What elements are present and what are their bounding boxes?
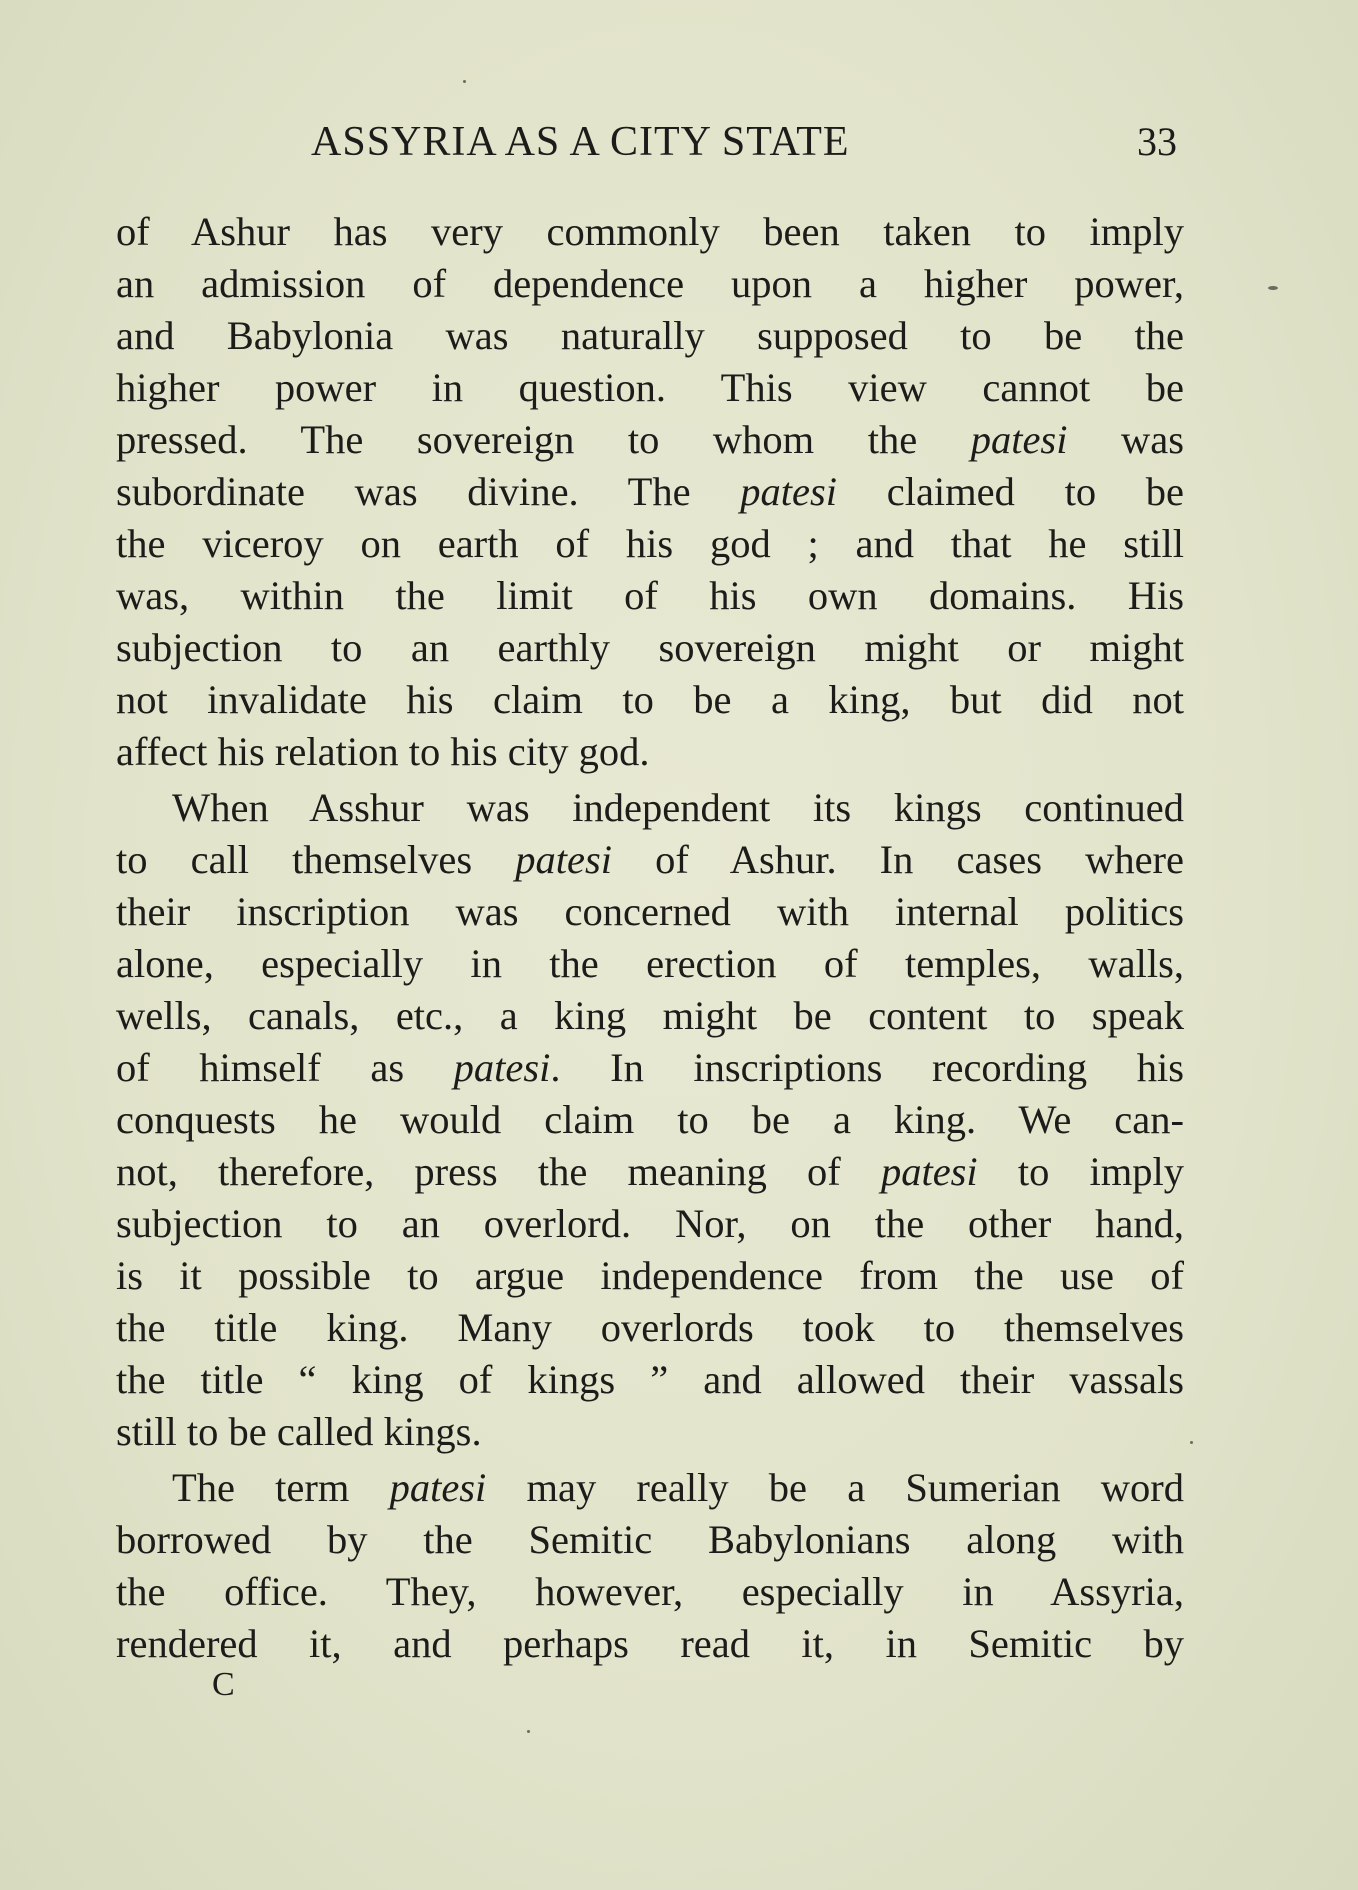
text-segment: borrowed by the Semitic Babylonians along with <box>116 1517 1184 1562</box>
italic-term: patesi <box>453 1045 551 1090</box>
text-segment: claimed to be <box>837 469 1184 514</box>
text-line <box>116 570 1184 622</box>
text-segment: was <box>1067 417 1184 462</box>
running-head <box>114 118 1179 168</box>
text-line <box>116 1302 1184 1354</box>
text-line <box>116 886 1184 938</box>
text-line <box>116 1146 1184 1198</box>
text-segment: not, therefore, press the meaning of <box>116 1149 881 1194</box>
text-line <box>116 1250 1184 1302</box>
text-line <box>116 1094 1184 1146</box>
paper-speck <box>463 80 466 83</box>
italic-term: patesi <box>389 1465 487 1510</box>
text-line <box>116 1042 1184 1094</box>
text-line <box>116 834 1184 886</box>
text-segment: The term <box>172 1465 390 1510</box>
text-segment: and Babylonia was naturally supposed to be the <box>116 313 1184 358</box>
text-line <box>116 206 1184 258</box>
italic-term: patesi <box>740 469 838 514</box>
text-line <box>116 362 1184 414</box>
text-segment: alone, especially in the erection of temples, walls, <box>116 941 1184 986</box>
text-segment: their inscription was concerned with internal politics <box>116 889 1184 934</box>
text-line <box>116 1462 1184 1514</box>
text-segment: rendered it, and perhaps read it, in Semitic by <box>116 1621 1184 1666</box>
text-line <box>116 622 1184 674</box>
text-segment: wells, canals, etc., a king might be content to speak <box>116 993 1184 1038</box>
text-segment: . In inscriptions recording his <box>550 1045 1184 1090</box>
text-line <box>116 310 1184 362</box>
text-segment: an admission of dependence upon a higher power, <box>116 261 1184 306</box>
text-line <box>116 1514 1184 1566</box>
text-line <box>116 1406 1184 1458</box>
text-line <box>116 674 1184 726</box>
text-segment: pressed. The sovereign to whom the <box>116 417 971 462</box>
text-segment: When Asshur was independent its kings continued <box>172 785 1184 830</box>
italic-term: patesi <box>515 837 612 882</box>
text-segment: subordinate was divine. The <box>116 469 741 514</box>
body-text <box>116 206 1184 1670</box>
text-line <box>116 258 1184 310</box>
text-segment: still to be called kings. <box>116 1409 482 1454</box>
text-segment: affect his relation to his city god. <box>116 729 650 774</box>
italic-term: patesi <box>880 1149 978 1194</box>
text-line <box>116 466 1184 518</box>
italic-term: patesi <box>970 417 1068 462</box>
text-segment: may really be a Sumerian word <box>486 1465 1184 1510</box>
paragraph <box>116 1462 1184 1670</box>
text-line <box>116 938 1184 990</box>
paragraph <box>116 206 1184 778</box>
running-title: ASSYRIA AS A CITY STATE <box>311 119 850 165</box>
text-segment: subjection to an overlord. Nor, on the other hand, <box>116 1201 1184 1246</box>
text-segment: the title king. Many overlords took to themselves <box>116 1305 1184 1350</box>
text-segment: of himself as <box>116 1045 454 1090</box>
text-segment: the viceroy on earth of his god ; and that he still <box>116 521 1184 566</box>
text-line <box>116 1618 1184 1670</box>
text-line <box>116 1566 1184 1618</box>
text-line <box>116 990 1184 1042</box>
text-segment: of Ashur has very commonly been taken to imply <box>116 209 1184 254</box>
signature-mark: C <box>212 1666 235 1703</box>
text-segment: of Ashur. In cases where <box>611 837 1184 882</box>
text-line <box>116 782 1184 834</box>
text-segment: the office. They, however, especially in Assyria, <box>116 1569 1184 1614</box>
paragraph <box>116 782 1184 1458</box>
text-line <box>116 518 1184 570</box>
text-segment: higher power in question. This view cannot be <box>116 365 1184 410</box>
paper-speck <box>1190 1441 1193 1444</box>
text-segment: is it possible to argue independence from the use of <box>116 1253 1184 1298</box>
text-segment: the title “ king of kings ” and allowed their vassals <box>116 1357 1184 1402</box>
text-line <box>116 1354 1184 1406</box>
text-segment: was, within the limit of his own domains. His <box>116 573 1184 618</box>
paper-speck <box>1268 286 1278 290</box>
text-segment: to imply <box>977 1149 1184 1194</box>
text-segment: to call themselves <box>116 837 516 882</box>
text-line <box>116 1198 1184 1250</box>
text-segment: not invalidate his claim to be a king, but did not <box>116 677 1184 722</box>
text-line <box>116 414 1184 466</box>
text-segment: conquests he would claim to be a king. We can- <box>116 1097 1184 1142</box>
page-number: 33 <box>1137 119 1177 164</box>
paper-speck <box>527 1730 530 1733</box>
text-segment: subjection to an earthly sovereign might or might <box>116 625 1184 670</box>
text-line <box>116 726 1184 778</box>
